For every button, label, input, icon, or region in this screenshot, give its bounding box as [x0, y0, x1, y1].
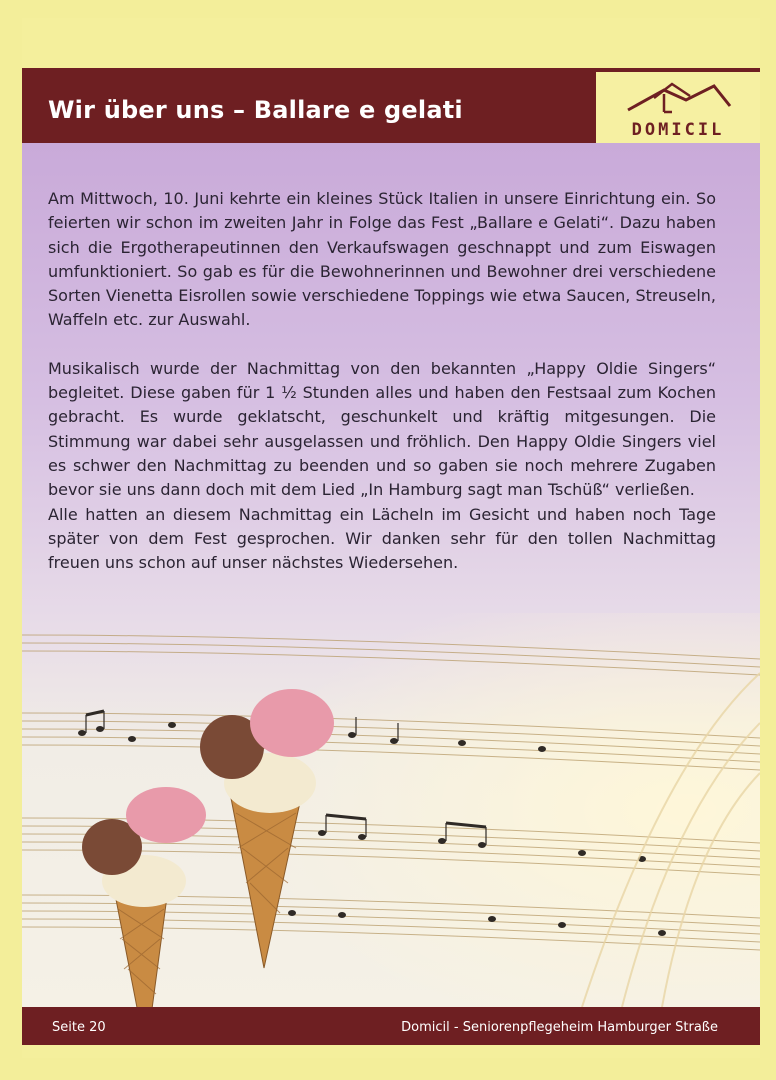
article-paragraph: Musikalisch wurde der Nachmittag von den bekannten „Happy Oldie Singers“ begleitet. Diese gaben für 1 ½ Stunden alles und haben den Festsaal zum Kochen gebracht. Es wurde geklatscht, geschunkelt und kräftig mitgesungen. Die Stimmung war dabei sehr ausgelassen und fröhlich. Den Happy Oldie Singers viel es schwer den Nachmittag zu beenden und so gaben sie noch mehrere Zugaben bevor sie uns dann doch mit dem Lied „In Hamburg sagt man Tschüß“ verließen.	[48, 358, 716, 500]
footer-band	[22, 1007, 760, 1045]
header-band	[22, 68, 596, 143]
content-panel	[22, 143, 760, 1007]
article-body	[48, 187, 716, 575]
logo-text: DOMICIL	[631, 120, 725, 140]
ice-cream-cone-left	[76, 769, 206, 1007]
page-number: Seite 20	[52, 1020, 106, 1035]
page-title: Wir über uns – Ballare e gelati	[48, 96, 463, 124]
house-roof-icon	[624, 80, 734, 118]
ice-cream-cone-right	[198, 683, 338, 973]
article-paragraph: Alle hatten an diesem Nachmittag ein Lächeln im Gesicht und haben noch Tage später von dem Fest gesprochen. Wir danken sehr für den tollen Nachmittag freuen uns schon auf unser nächstes Wiedersehen.	[48, 504, 716, 573]
publisher-name: Domicil - Seniorenpflegeheim Hamburger Straße	[401, 1020, 718, 1035]
domicil-logo	[596, 68, 760, 143]
article-paragraph: Am Mittwoch, 10. Juni kehrte ein kleines Stück Italien in unsere Einrichtung ein. So feierten wir schon im zweiten Jahr in Folge das Fest „Ballare e Gelati“. Dazu haben sich die Ergotherapeutinnen den Verkaufswagen geschnappt und zum Eiswagen umfunktioniert. So gab es für die Bewohnerinnen und Bewohner drei verschiedene Sorten Vienetta Eisrollen sowie verschiedene Toppings wie etwa Saucen, Streuseln, Waffeln etc. zur Auswahl.	[48, 189, 716, 330]
